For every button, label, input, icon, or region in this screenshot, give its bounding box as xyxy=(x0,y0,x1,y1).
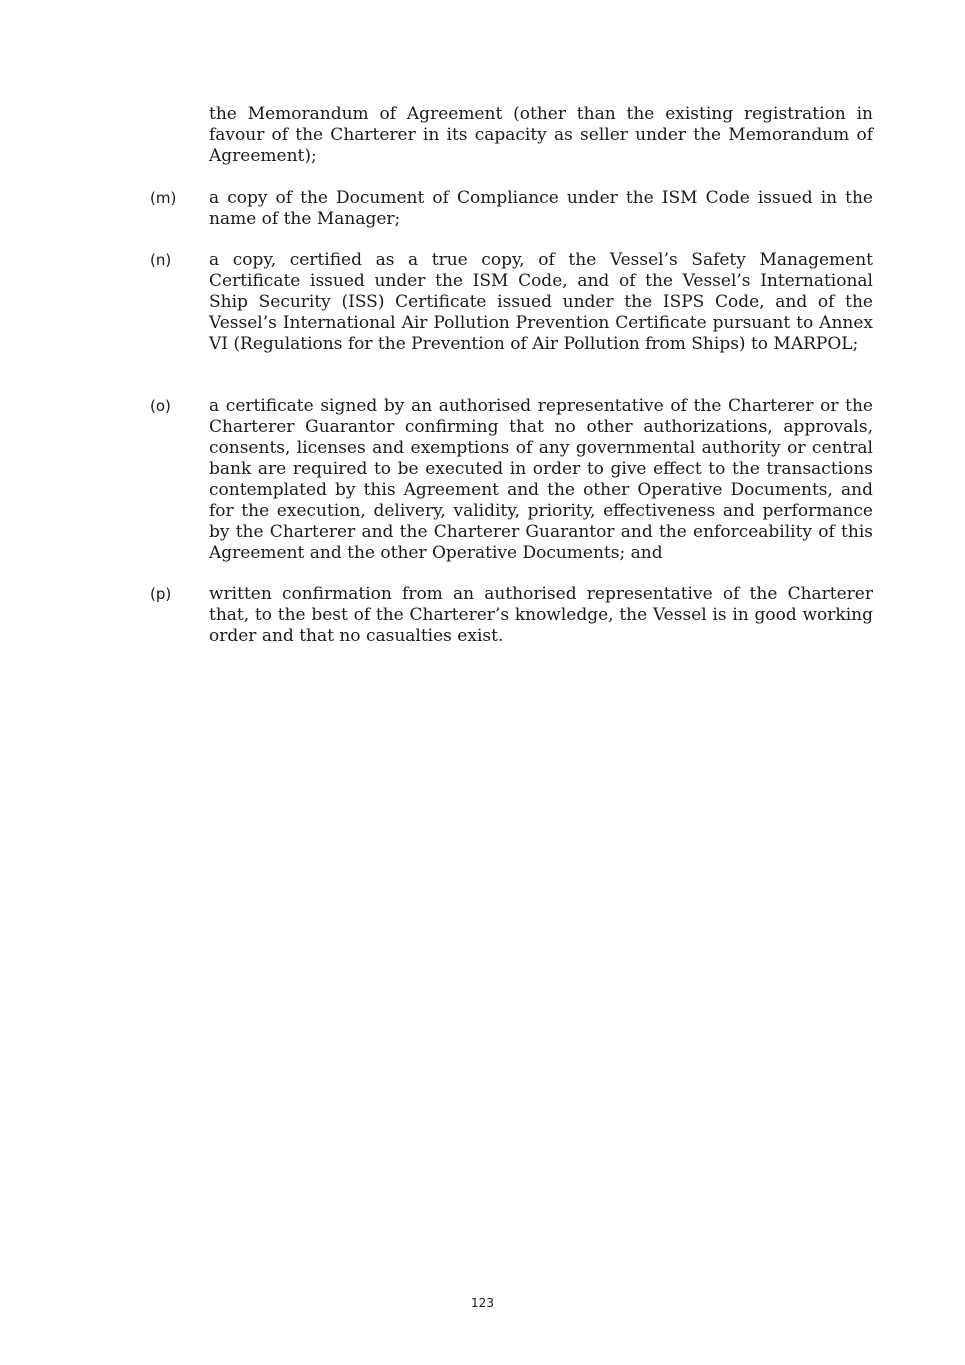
clause-text: a certificate signed by an authorised representative of the Charterer or the Charterer Guarantor confirming that no other authorizations, approvals, consents, licenses and exemptions of any governmental authority or central bank are required to be executed in order to give effect to the transactions contemplated by this Agreement and the other Operative Documents, and for the execution, delivery, validity, priority, effectiveness and performance by the Charterer and the Charterer Guarantor and the enforceability of this Agreement and the other Operative Documents; and xyxy=(209,396,873,563)
clause-label: (o) xyxy=(150,397,171,415)
clause-text: written confirmation from an authorised representative of the Charterer that, to the best of the Charterer’s knowledge, the Vessel is in good working order and that no casualties exist. xyxy=(209,584,873,646)
continued-paragraph: the Memorandum of Agreement (other than the existing registration in favour of the Charterer in its capacity as seller under the Memorandum of Agreement); xyxy=(209,104,873,166)
clause-label: (m) xyxy=(150,189,177,207)
page-number: 123 xyxy=(471,1296,494,1310)
clause-text: a copy, certified as a true copy, of the Vessel’s Safety Management Certificate issued under the ISM Code, and of the Vessel’s International Ship Security (ISS) Certificate issued under the ISPS Code, and of the Vessel’s International Air Pollution Prevention Certificate pursuant to Annex VI (Regulations for the Prevention of Air Pollution from Ships) to MARPOL; xyxy=(209,250,873,354)
clause-label: (p) xyxy=(150,585,172,603)
clause-label: (n) xyxy=(150,251,172,269)
clause-text: a copy of the Document of Compliance under the ISM Code issued in the name of the Manager; xyxy=(209,188,873,229)
